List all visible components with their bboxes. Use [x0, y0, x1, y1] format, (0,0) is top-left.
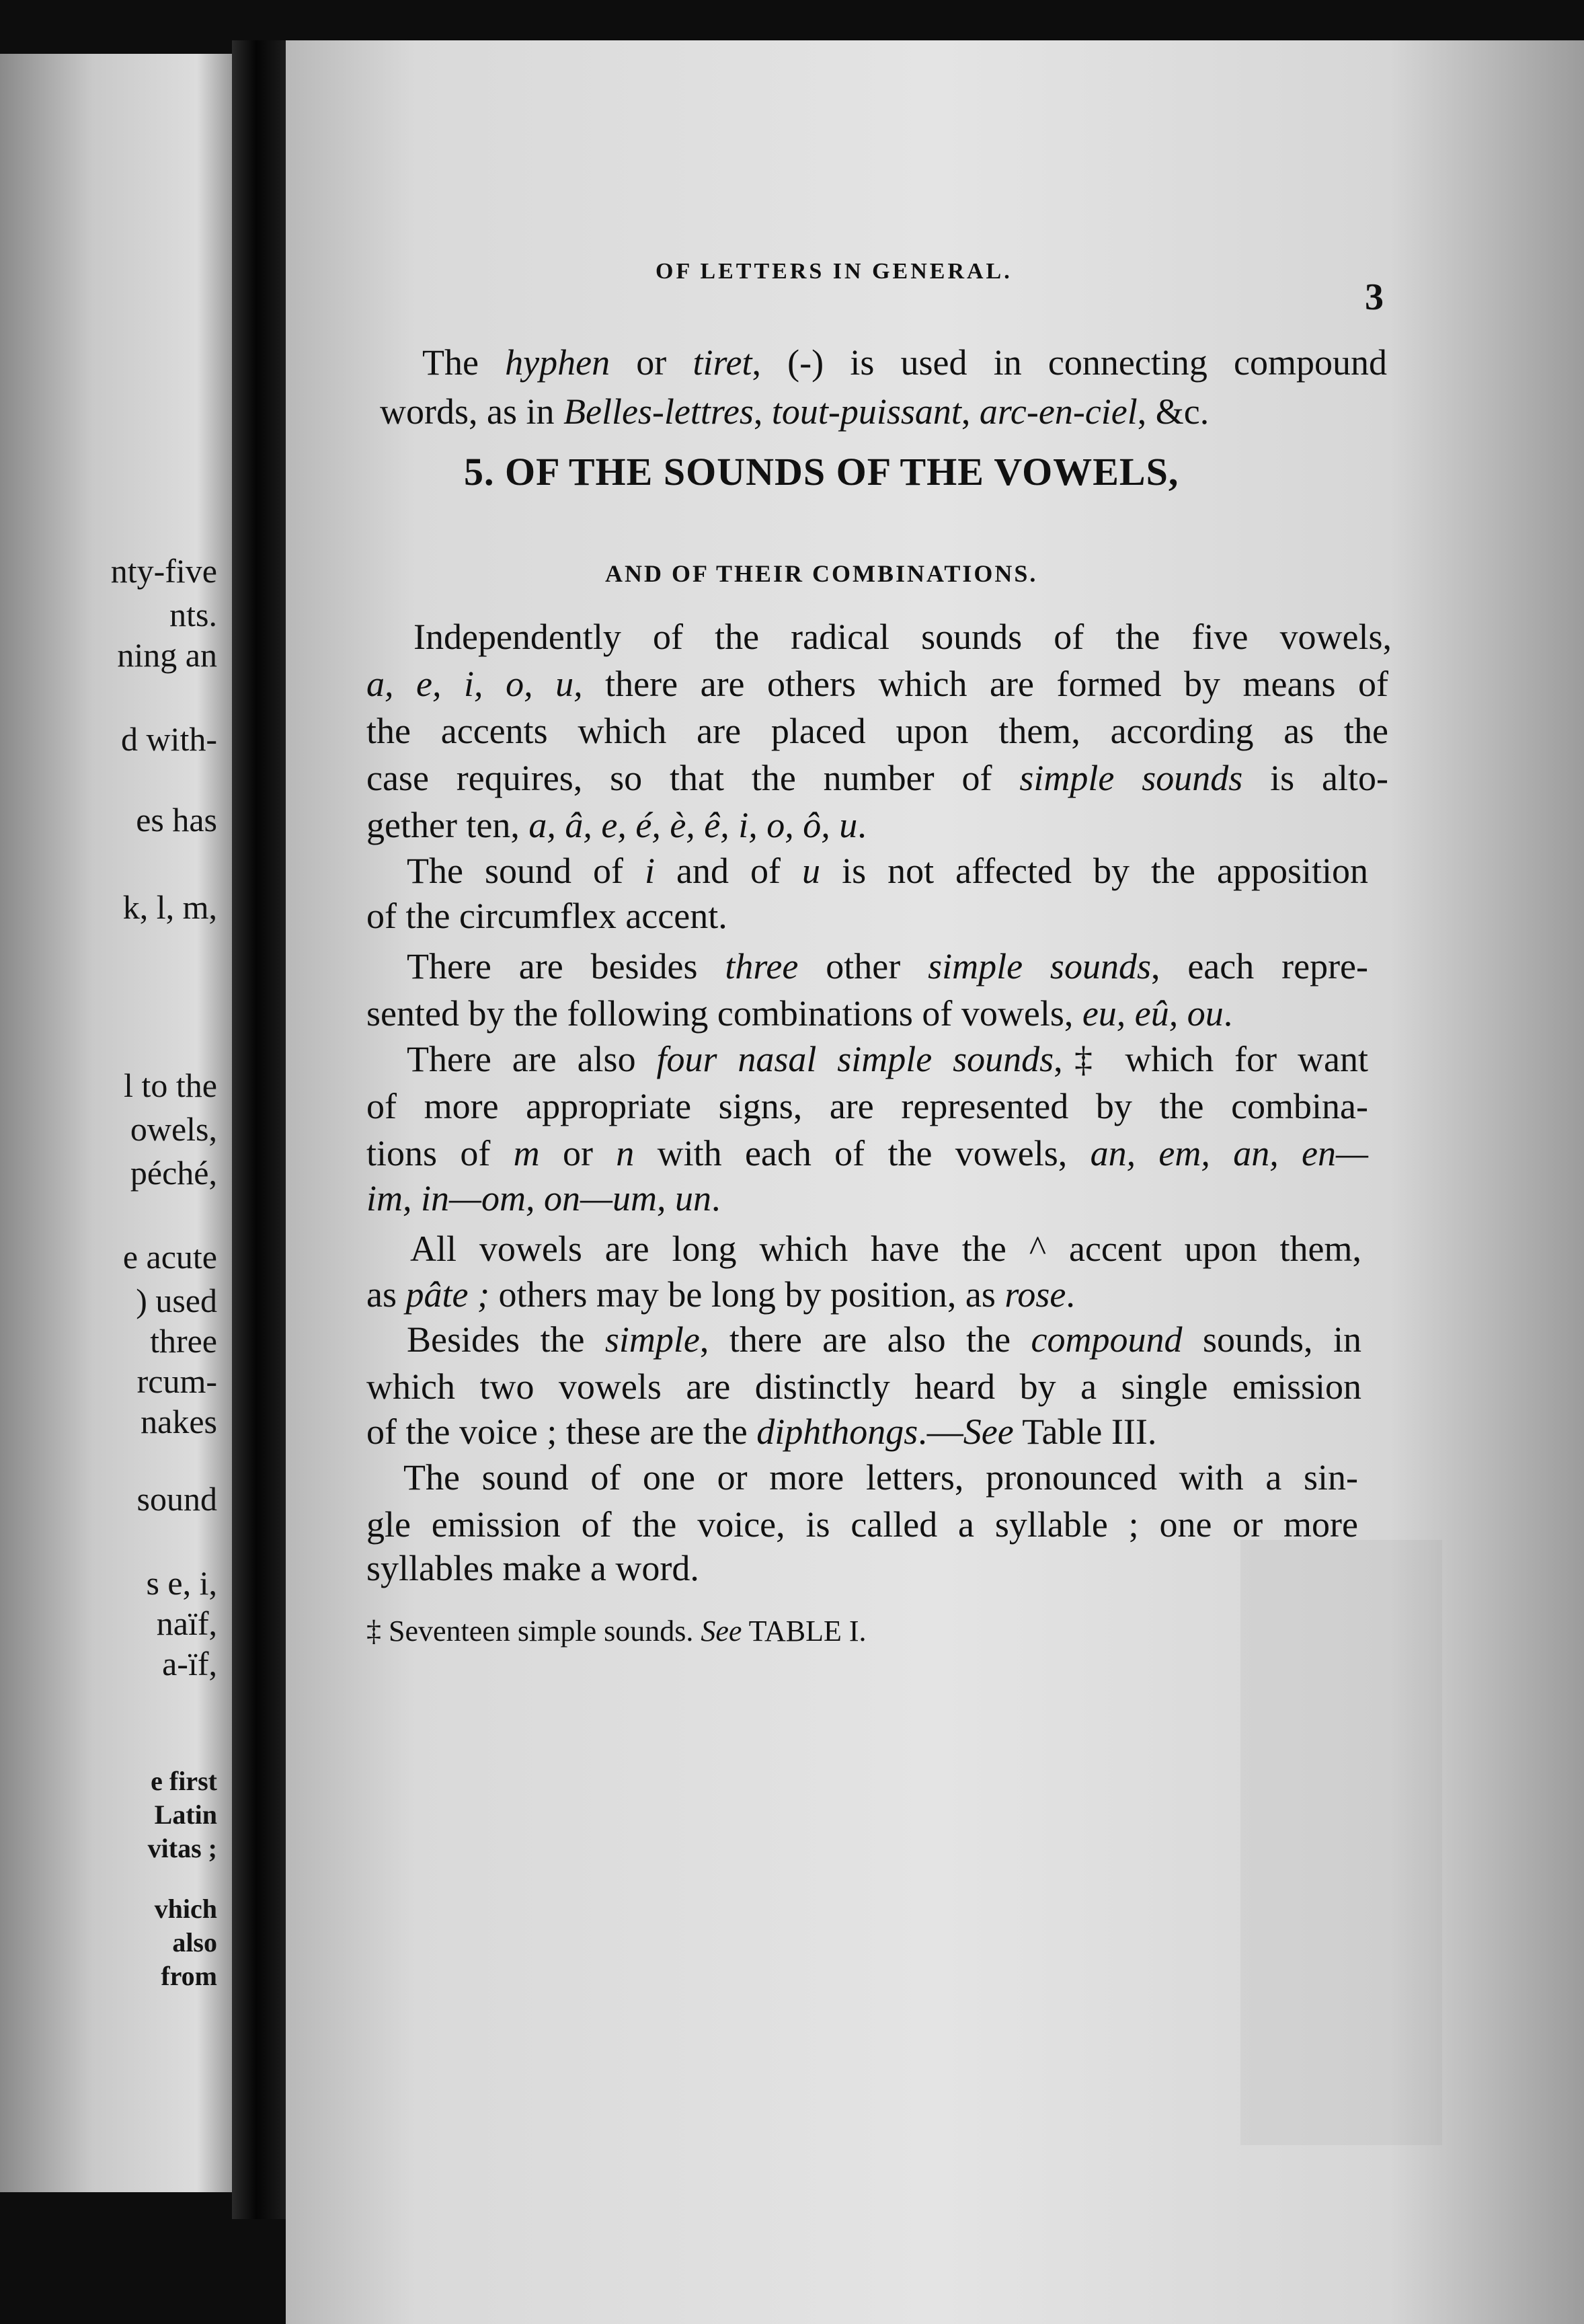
- left-page-fragment: nakes: [141, 1403, 217, 1440]
- left-page-fragment: vhich: [154, 1894, 217, 1924]
- text-line: a, e, i, o, u, there are others which are formed by means of: [366, 664, 1388, 704]
- text-line: of the voice ; these are the diphthongs.—See Table III.: [366, 1411, 1157, 1452]
- text-line: There are besides three other simple sounds, each repre-: [407, 946, 1369, 986]
- left-page-fragment: three: [150, 1322, 217, 1360]
- text-line: The sound of i and of u is not affected by the apposition: [407, 851, 1369, 891]
- left-page-fragment: from: [161, 1961, 217, 1991]
- text-line: The hyphen or tiret, (-) is used in connecting compound: [422, 342, 1388, 383]
- text-line: Independently of the radical sounds of the five vowels,: [413, 617, 1392, 657]
- page-number: 3: [1365, 276, 1384, 318]
- footnote: [366, 1614, 867, 1648]
- footnote-mark: ‡: [366, 1615, 381, 1648]
- text-line: gether ten, a, â, e, é, è, ê, i, o, ô, u.: [366, 805, 867, 845]
- section-subheading: AND OF THEIR COMBINATIONS.: [605, 560, 1038, 587]
- left-page-fragment: rcum-: [136, 1362, 217, 1400]
- left-page-fragment: péché,: [130, 1154, 217, 1192]
- text-line: There are also four nasal simple sounds,‡ which for want: [407, 1039, 1368, 1079]
- left-page-fragment: ) used: [136, 1282, 217, 1319]
- text-line: of more appropriate signs, are represented by the combina-: [366, 1086, 1368, 1126]
- footnote-text: Seventeen simple sounds.: [381, 1615, 701, 1648]
- footnote-table-ref: TABLE I.: [742, 1615, 867, 1648]
- left-page-fragment: owels,: [130, 1110, 217, 1148]
- left-page-fragment: nty-five: [110, 552, 217, 590]
- text-line: tions of m or n with each of the vowels, an, em, an, en—: [366, 1133, 1369, 1173]
- text-line: the accents which are placed upon them, according as the: [366, 711, 1388, 751]
- left-page-fragment: also: [172, 1927, 217, 1958]
- left-page-fragment: s e, i,: [146, 1564, 217, 1602]
- left-page-fragment: e acute: [122, 1238, 217, 1276]
- left-page-fragment: Latin: [154, 1799, 217, 1830]
- left-page-fragment: sound: [136, 1480, 217, 1518]
- left-page-fragment: vitas ;: [147, 1833, 217, 1863]
- book-gutter: [232, 40, 286, 2219]
- text-line: gle emission of the voice, is called a syllable ; one or more: [366, 1504, 1358, 1545]
- text-line: words, as in Belles-lettres, tout-puissant, arc-en-ciel, &c.: [380, 391, 1210, 432]
- text-line: which two vowels are distinctly heard by a single emission: [366, 1366, 1361, 1407]
- left-page-fragment: a-ïf,: [162, 1645, 217, 1682]
- text-line: case requires, so that the number of simple sounds is alto-: [366, 758, 1389, 798]
- text-line: The sound of one or more letters, pronounced with a sin-: [403, 1457, 1358, 1498]
- left-page-fragment: d with-: [120, 720, 217, 758]
- show-through-shadow: [1240, 1540, 1442, 2145]
- left-page-fragment: nts.: [169, 596, 217, 633]
- text-line: Besides the simple, there are also the compound sounds, in: [407, 1319, 1361, 1360]
- left-page-fragment: l to the: [124, 1067, 217, 1104]
- left-page-fragment: e first: [151, 1766, 217, 1796]
- left-page-fragment: es has: [136, 801, 217, 839]
- text-line: as pâte ; others may be long by position, as rose.: [366, 1274, 1075, 1315]
- text-line: im, in—om, on—um, un.: [366, 1178, 721, 1218]
- footnote-see: See: [701, 1615, 742, 1648]
- left-facing-page: [0, 54, 232, 2192]
- text-line: of the circumflex accent.: [366, 896, 727, 936]
- text-line: syllables make a word.: [366, 1548, 699, 1588]
- section-heading: 5. OF THE SOUNDS OF THE VOWELS,: [464, 450, 1179, 494]
- running-head: OF LETTERS IN GENERAL.: [656, 259, 1013, 284]
- text-line: sented by the following combinations of vowels, eu, eû, ou.: [366, 993, 1233, 1034]
- left-page-fragment: k, l, m,: [122, 888, 217, 926]
- left-page-fragment: ning an: [117, 636, 217, 674]
- text-line: All vowels are long which have the ^ accent upon them,: [410, 1229, 1361, 1269]
- left-page-fragment: naïf,: [156, 1604, 217, 1642]
